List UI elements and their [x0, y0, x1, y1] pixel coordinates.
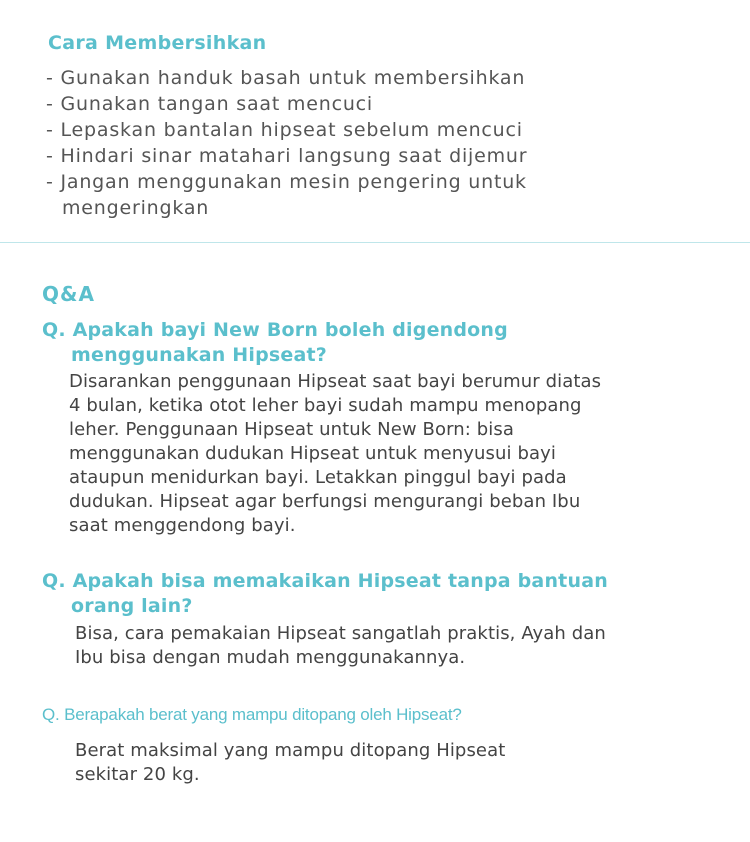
qa-question-3: Q. Berapakah berat yang mampu ditopang oleh Hipseat? [42, 705, 462, 724]
question-line: Q. Apakah bayi New Born boleh digendong [42, 319, 508, 341]
answer-line: Bisa, cara pemakaian Hipseat sangatlah praktis, Ayah dan [75, 623, 606, 644]
answer-line: ataupun menidurkan bayi. Letakkan pinggul bayi pada [69, 467, 567, 488]
answer-line: 4 bulan, ketika otot leher bayi sudah mampu menopang [69, 395, 582, 416]
cleaning-list [46, 65, 527, 221]
answer-line: Ibu bisa dengan mudah menggunakannya. [75, 647, 466, 668]
cleaning-item: - Gunakan handuk basah untuk membersihkan [46, 67, 526, 89]
answer-line: leher. Penggunaan Hipseat untuk New Born: bisa [69, 419, 515, 440]
qa-answer-1 [69, 370, 601, 538]
qa-question-2 [42, 569, 608, 619]
answer-line: sekitar 20 kg. [75, 764, 200, 785]
question-line: menggunakan Hipseat? [71, 344, 328, 366]
qa-answer-3 [75, 739, 505, 787]
qa-title: Q&A [42, 282, 95, 306]
cleaning-item: - Jangan menggunakan mesin pengering untuk [46, 171, 527, 193]
cleaning-item: - Hindari sinar matahari langsung saat dijemur [46, 145, 528, 167]
cleaning-item-continuation: mengeringkan [62, 197, 210, 219]
qa-answer-2 [75, 622, 606, 670]
answer-line: Disarankan penggunaan Hipseat saat bayi berumur diatas [69, 371, 602, 392]
cleaning-item: - Gunakan tangan saat mencuci [46, 93, 373, 115]
answer-line: menggunakan dudukan Hipseat untuk menyusui bayi [69, 443, 556, 464]
answer-line: Berat maksimal yang mampu ditopang Hipseat [75, 740, 506, 761]
qa-question-1 [42, 318, 508, 368]
cleaning-item: - Lepaskan bantalan hipseat sebelum mencuci [46, 119, 523, 141]
answer-line: saat menggendong bayi. [69, 515, 296, 536]
question-line: Q. Apakah bisa memakaikan Hipseat tanpa bantuan [42, 570, 608, 592]
cleaning-title: Cara Membersihkan [48, 32, 267, 54]
question-line: orang lain? [71, 595, 193, 617]
answer-line: dudukan. Hipseat agar berfungsi mengurangi beban Ibu [69, 491, 581, 512]
section-divider [0, 242, 750, 243]
